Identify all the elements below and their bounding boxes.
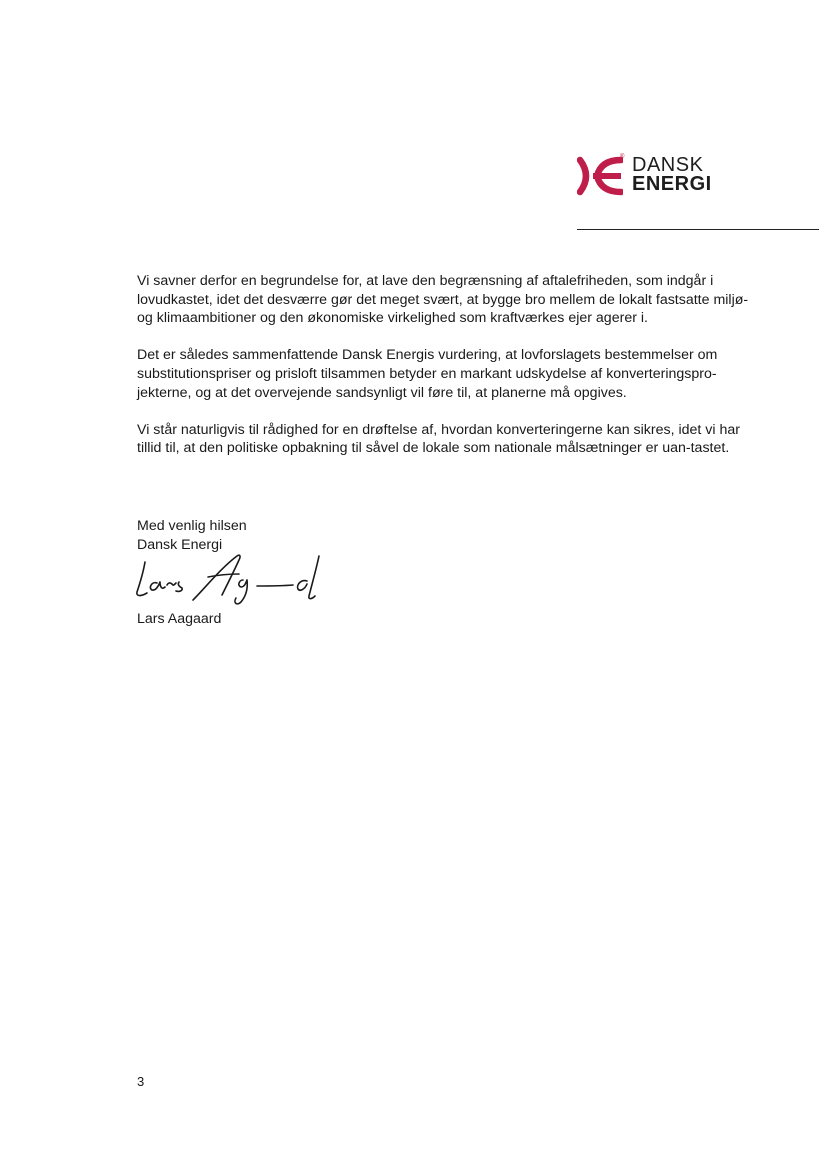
page-number: 3	[137, 1074, 145, 1089]
logo-wordmark-line1: DANSK	[632, 154, 704, 176]
closing-greeting: Med venlig hilsen	[137, 518, 247, 534]
handwritten-signature	[133, 550, 333, 608]
logo-wordmark-line2: ENERGI	[632, 173, 712, 195]
header-rule	[577, 229, 819, 230]
signer-name: Lars Aagaard	[137, 611, 222, 627]
paragraph-2: Det er således sammenfattende Dansk Energis vurdering, at lovforslagets bestemmelser om substitutionspriser og prisloft tilsammen betyder en markant udskydelse af konverteringspro-jekterne, og at det overvejende sandsynligt vil føre til, at planerne må opgives.	[137, 347, 718, 401]
paragraph-3: Vi står naturligvis til rådighed for en drøftelse af, hvordan konverteringerne kan sikres, idet vi har tillid til, at den politiske opbakning til såvel de lokale som nationale målsætninger er uan-tastet.	[137, 421, 741, 457]
closing-organization: Dansk Energi	[137, 536, 223, 553]
dansk-energi-logo-mark-icon	[577, 156, 623, 196]
letter-body	[137, 272, 749, 477]
logo-wordmark	[632, 156, 712, 194]
trademark-symbol: ®	[620, 154, 625, 160]
dansk-energi-logo	[577, 154, 727, 202]
paragraph-1: Vi savner derfor en begrundelse for, at lave den begrænsning af aftalefriheden, som indgår i lovudkastet, idet det desværre gør det meget svært, at bygge bro mellem de lokalt fastsatte miljø- og klimaambitioner og den økonomiske virkelighed som kraftværkes ejer agerer i.	[137, 273, 749, 327]
closing-block	[137, 517, 247, 554]
